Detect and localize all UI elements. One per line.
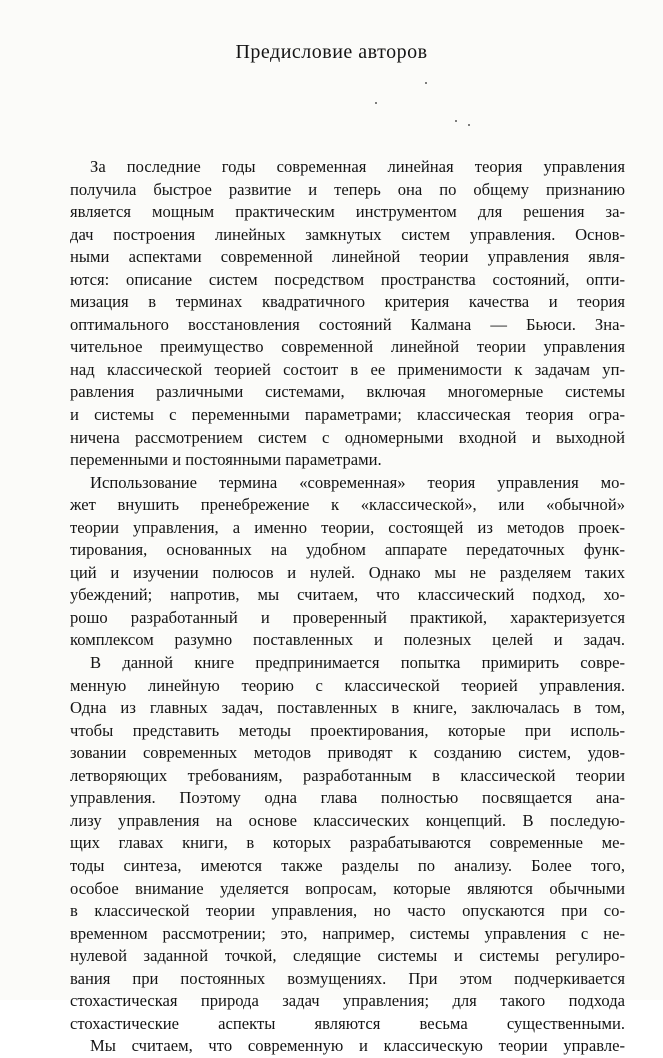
text-line: Использование термина «современная» теория управления мо- [90, 472, 625, 492]
text-line: чительное преимущество современной линейной теории управления [70, 337, 625, 357]
text-line: летворяющих требованиям, разработанным в классической теории [70, 765, 625, 785]
text-line: над классической теорией состоит в ее применимости к задачам уп- [70, 359, 625, 379]
text-line: особое внимание уделяется вопросам, которые являются обычными [70, 878, 625, 898]
scan-speck [425, 82, 427, 84]
text-line: мизация в терминах квадратичного критерия качества и теория [70, 292, 625, 312]
text-line: дач построения линейных замкнутых систем управления. Основ- [70, 224, 625, 244]
text-line: ничена рассмотрением систем с одномерными входной и выходной [70, 427, 625, 447]
text-line: вания при постоянных возмущениях. При этом подчеркивается [70, 968, 625, 988]
text-line: стохастическая природа задач управления; для такого подхода [70, 991, 625, 1011]
text-line: менную линейную теорию с классической теорией управления. [70, 675, 625, 695]
text-line: управления. Поэтому одна глава полностью посвящается ана- [70, 788, 625, 808]
text-line: ными аспектами современной линейной теории управления явля- [70, 247, 625, 267]
text-line: В данной книге предпринимается попытка примирить совре- [90, 653, 625, 673]
text-line: тирования, основанных на удобном аппарате передаточных функ- [70, 540, 625, 560]
text-line: Мы считаем, что современную и классическую теории управле- [90, 1036, 625, 1056]
text-line: убеждений; напротив, мы считаем, что классический подход, хо- [70, 585, 625, 605]
text-line: комплексом разумно поставленных и полезных целей и задач. [70, 630, 625, 650]
text-line: ций и изучении полюсов и нулей. Однако мы не разделяем таких [70, 562, 625, 582]
text-line: зовании современных методов приводят к созданию систем, удов- [70, 743, 625, 763]
scan-speck [455, 120, 457, 122]
text-line: ются: описание систем посредством пространства состояний, опти- [70, 269, 625, 289]
text-line: щих главах книги, в которых разрабатываются современные ме- [70, 833, 625, 853]
text-line: равления различными системами, включая многомерные системы [70, 382, 625, 402]
text-line: тоды синтеза, имеются также разделы по анализу. Более того, [70, 855, 625, 875]
text-line: в классической теории управления, но часто опускаются при со- [70, 901, 625, 921]
text-line: временном рассмотрении; это, например, системы управления с не- [70, 923, 625, 943]
text-line: нулевой заданной точкой, следящие системы и системы регулиро- [70, 946, 625, 966]
page-title: Предисловие авторов [235, 41, 428, 63]
preface-text [70, 156, 625, 1058]
text-line: получила быстрое развитие и теперь она по общему признанию [70, 179, 625, 199]
text-line: теории управления, а именно теории, состоящей из методов проек- [70, 517, 625, 537]
text-line: жет внушить пренебрежение к «классической», или «обычной» [70, 495, 625, 515]
scan-speck [468, 124, 470, 126]
text-line: Одна из главных задач, поставленных в книге, заключалась в том, [70, 698, 625, 718]
text-line: За последние годы современная линейная теория управления [90, 157, 625, 176]
text-line: стохастические аспекты являются весьма существенными. [70, 1013, 625, 1033]
text-line: переменными и постоянными параметрами. [70, 450, 382, 470]
text-line: рошо разработанный и проверенный практикой, характеризуется [70, 607, 625, 627]
text-line: является мощным практическим инструментом для решения за- [70, 202, 625, 222]
text-line: лизу управления на основе классических концепций. В последую- [70, 810, 625, 830]
text-line: и системы с переменными параметрами; классическая теория огра- [70, 405, 625, 425]
text-line: оптимального восстановления состояний Калмана — Бьюси. Зна- [70, 314, 625, 334]
text-line: чтобы представить методы проектирования, которые при исполь- [70, 720, 625, 740]
scan-speck [375, 102, 377, 104]
